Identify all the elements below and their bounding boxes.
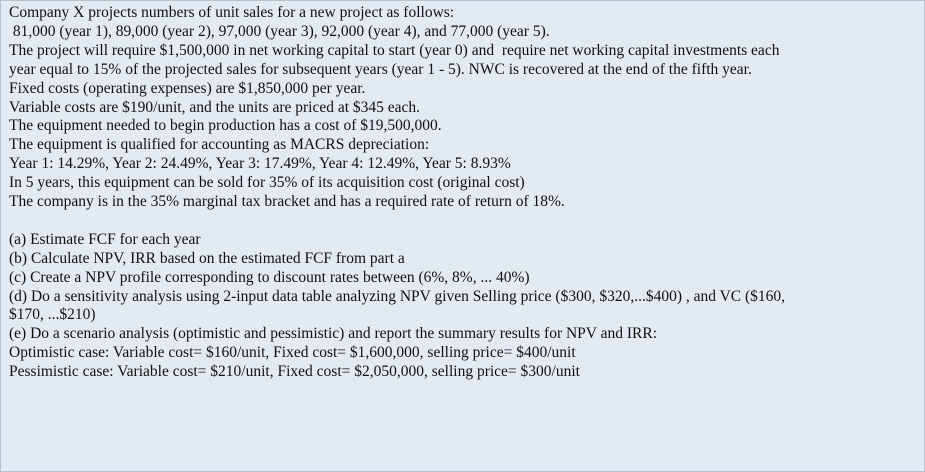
problem-line: The project will require $1,500,000 in net working capital to start (year 0) and require net working capital investments each [9, 41, 780, 59]
problem-line: The company is in the 35% marginal tax bracket and has a required rate of return of 18%. [9, 193, 565, 211]
question-line: $170, ...$210) [9, 306, 96, 324]
problem-line: The equipment is qualified for accounting as MACRS depreciation: [9, 136, 430, 154]
question-line: Pessimistic case: Variable cost= $210/unit, Fixed cost= $2,050,000, selling price= $300/unit [9, 363, 580, 381]
problem-line: Year 1: 14.29%, Year 2: 24.49%, Year 3: 17.49%, Year 4: 12.49%, Year 5: 8.93% [9, 155, 511, 173]
question-line: (a) Estimate FCF for each year [9, 230, 201, 248]
problem-line: Fixed costs (operating expenses) are $1,850,000 per year. [9, 79, 366, 97]
problem-line: year equal to 15% of the projected sales for subsequent years (year 1 - 5). NWC is recovered at the end of the fifth year. [9, 60, 752, 78]
problem-line: Company X projects numbers of unit sales for a new project as follows: [9, 4, 455, 21]
problem-line: Variable costs are $190/unit, and the units are priced at $345 each. [9, 98, 421, 116]
blank-spacer [9, 212, 914, 231]
problem-line: The equipment needed to begin production has a cost of $19,500,000. [9, 117, 442, 135]
question-line: (b) Calculate NPV, IRR based on the estimated FCF from part a [9, 249, 405, 267]
question-line: (c) Create a NPV profile corresponding to discount rates between (6%, 8%, ... 40%) [9, 268, 530, 286]
problem-line: 81,000 (year 1), 89,000 (year 2), 97,000 (year 3), 92,000 (year 4), and 77,000 (year 5). [9, 22, 550, 40]
question-line: Optimistic case: Variable cost= $160/unit, Fixed cost= $1,600,000, selling price= $400/unit [9, 344, 576, 362]
question-line: (d) Do a sensitivity analysis using 2-input data table analyzing NPV given Selling price ($300, $320,...$400) , and VC ($160, [9, 287, 786, 305]
question-line: (e) Do a scenario analysis (optimistic and pessimistic) and report the summary results for NPV and IRR: [9, 325, 657, 343]
problem-line: In 5 years, this equipment can be sold for 35% of its acquisition cost (original cost) [9, 174, 525, 192]
problem-text [9, 4, 914, 382]
